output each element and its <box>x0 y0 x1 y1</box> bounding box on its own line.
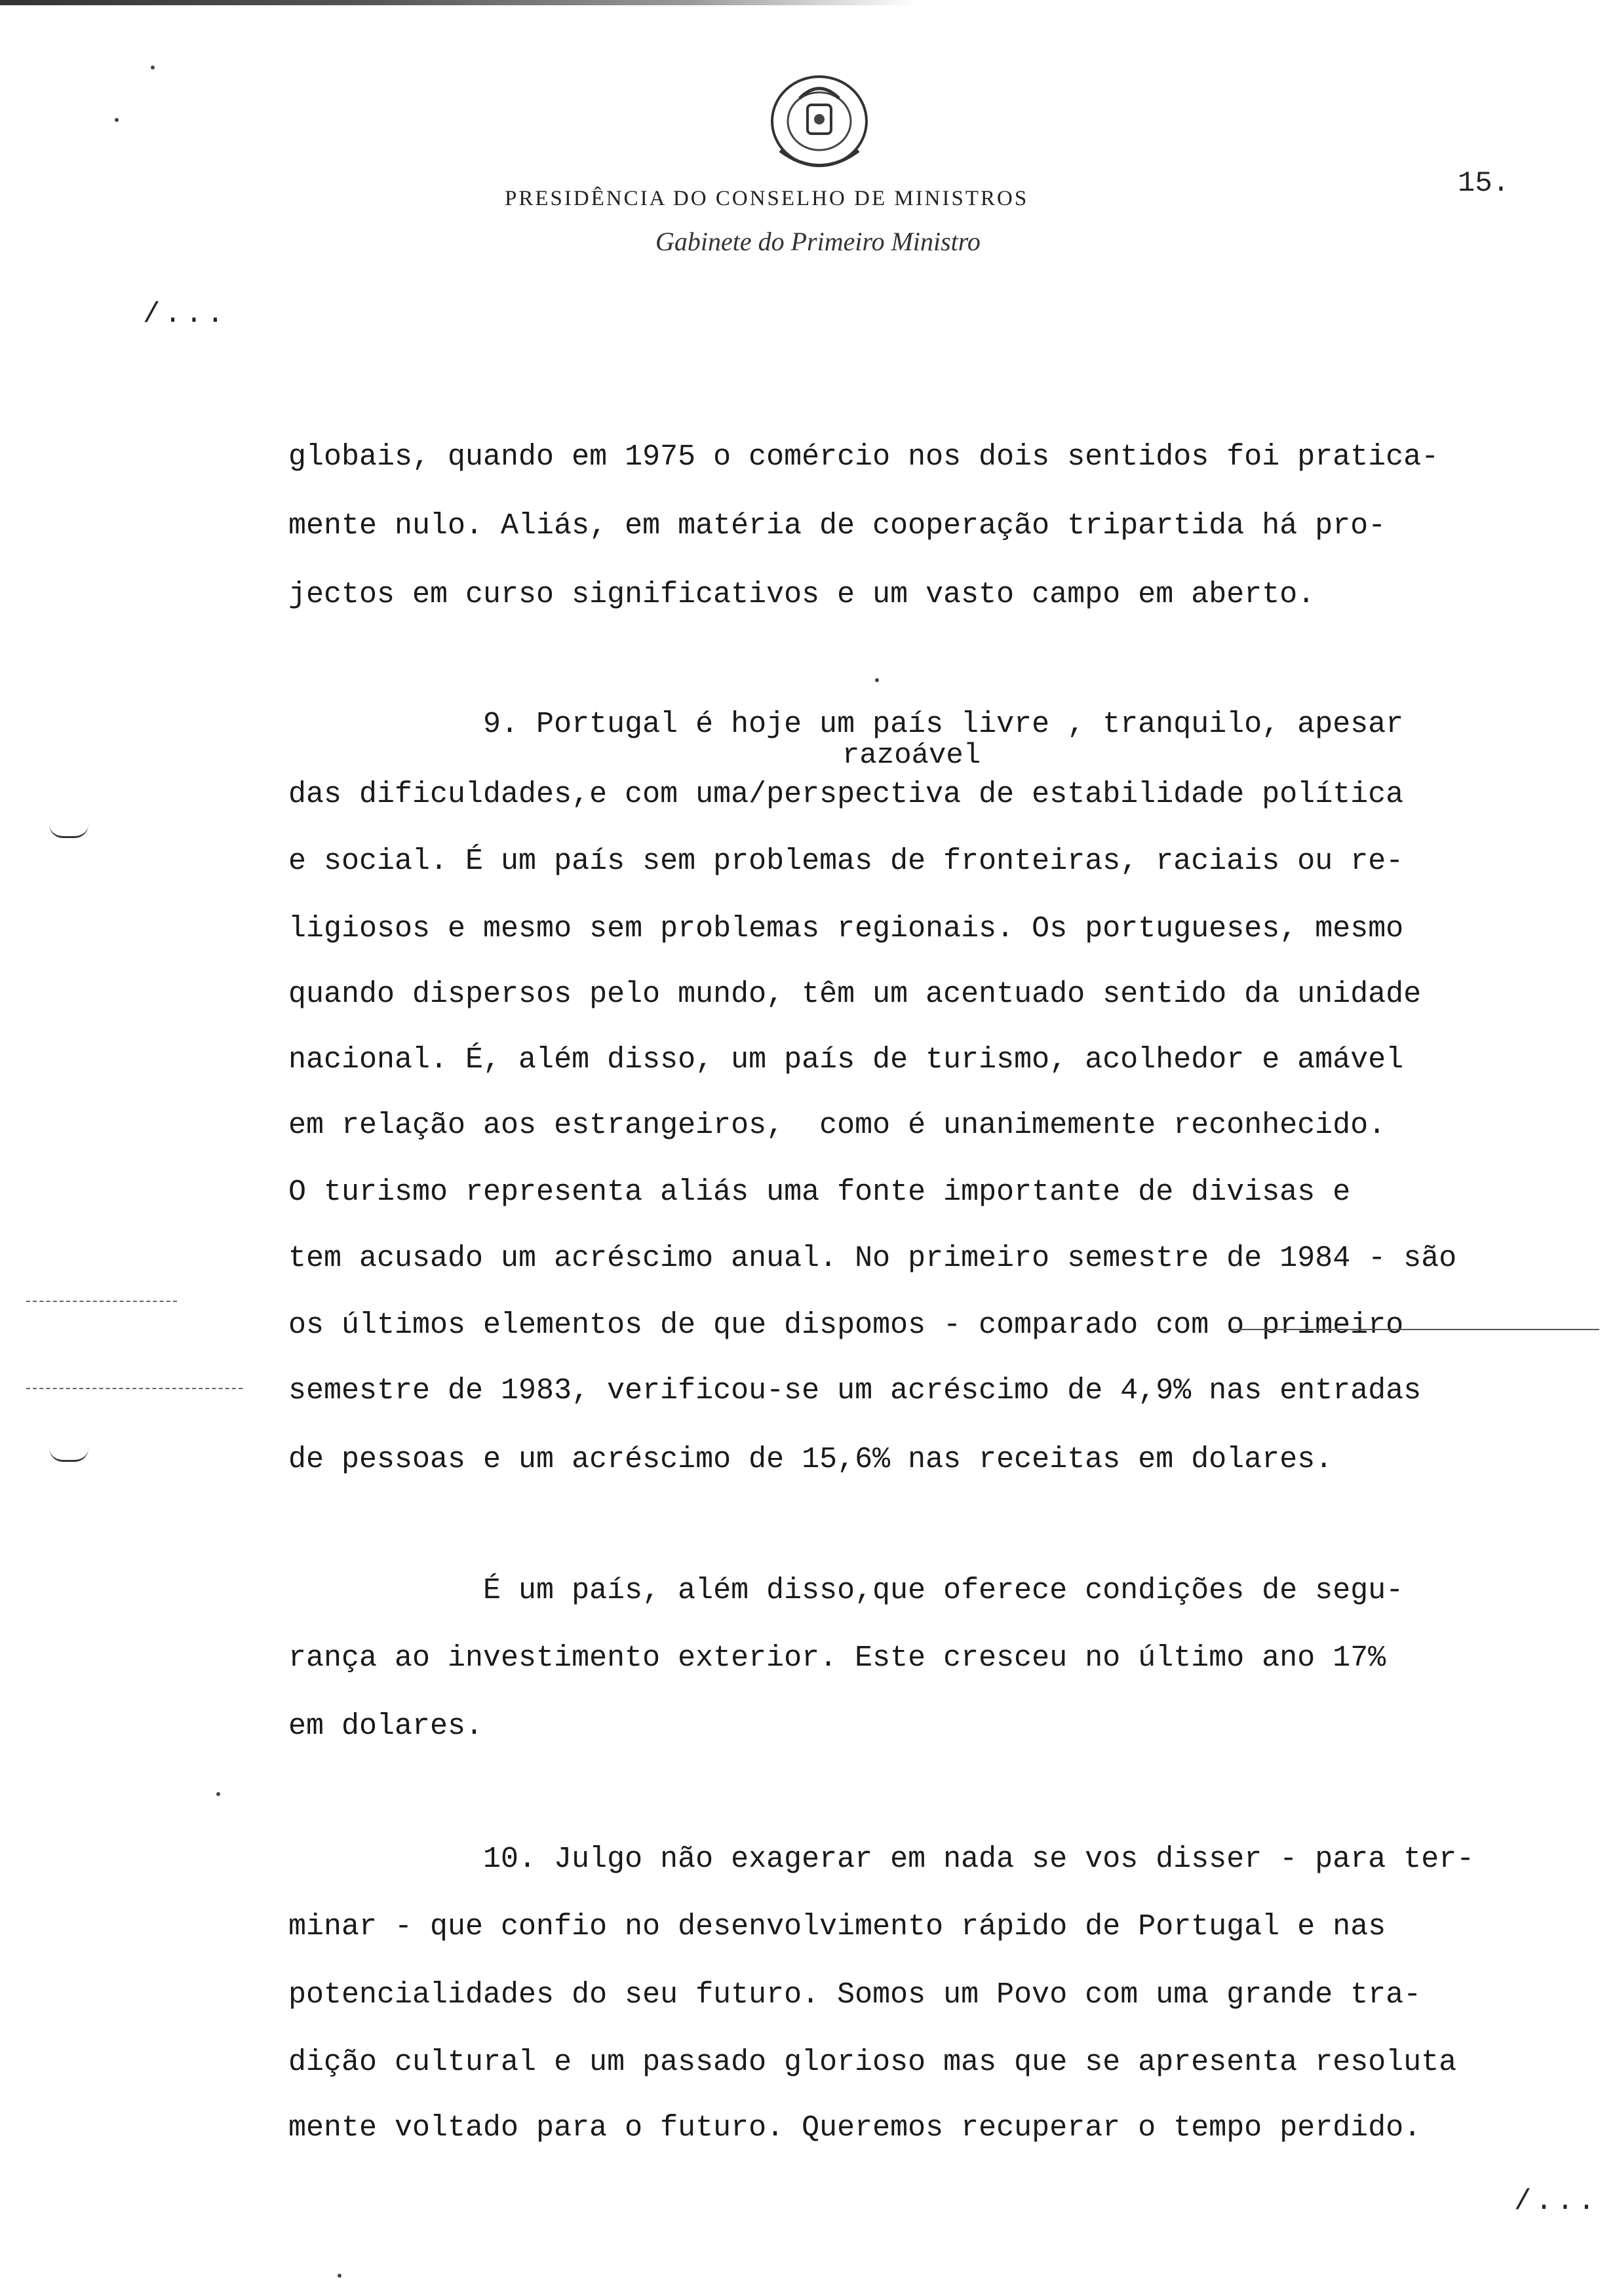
header-subtitle: Gabinete do Primeiro Ministro <box>655 227 981 256</box>
text-line: os últimos elementos de que dispomos - comparado com o primeiro <box>288 1309 1404 1342</box>
speck <box>151 66 155 69</box>
continuation-mark-bottom: /... <box>1514 2185 1599 2218</box>
text-line: quando dispersos pelo mundo, têm um acentuado sentido da unidade <box>288 978 1422 1011</box>
speck <box>875 678 879 682</box>
speck <box>216 1792 220 1796</box>
speck <box>338 2274 341 2278</box>
text-line: potencialidades do seu futuro. Somos um Povo com uma grande tra- <box>288 1978 1422 2012</box>
text-line: mente voltado para o futuro. Queremos recuperar o tempo perdido. <box>288 2111 1422 2145</box>
margin-dash-1 <box>26 1301 177 1302</box>
text-line: minar - que confio no desenvolvimento rápido de Portugal e nas <box>288 1910 1386 1943</box>
text-line: em relação aos estrangeiros, como é unanimemente reconhecido. <box>288 1109 1386 1142</box>
text-line: tem acusado um acréscimo anual. No primeiro semestre de 1984 - são <box>288 1242 1457 1275</box>
header-title: PRESIDÊNCIA DO CONSELHO DE MINISTROS <box>505 187 1029 210</box>
text-line: O turismo representa aliás uma fonte importante de divisas e <box>288 1176 1351 1209</box>
margin-mark-1 <box>49 824 88 838</box>
margin-dash-2 <box>26 1388 243 1389</box>
handwritten-insertion: razoável <box>842 739 981 772</box>
text-line: ligiosos e mesmo sem problemas regionais. Os portugueses, mesmo <box>288 912 1404 946</box>
text-line: das dificuldades,e com uma/perspectiva de estabilidade política <box>288 778 1404 811</box>
text-line: mente nulo. Aliás, em matéria de cooperação tripartida há pro- <box>288 509 1386 543</box>
text-line: e social. É um país sem problemas de fronteiras, raciais ou re- <box>288 845 1404 878</box>
text-line: dição cultural e um passado glorioso mas que se apresenta resoluta <box>288 2046 1457 2079</box>
continuation-mark-top: /... <box>143 298 228 331</box>
text-line: de pessoas e um acréscimo de 15,6% nas receitas em dolares. <box>288 1443 1333 1476</box>
margin-mark-2 <box>49 1448 88 1462</box>
text-line: globais, quando em 1975 o comércio nos dois sentidos foi pratica- <box>288 440 1439 474</box>
speck <box>115 118 119 122</box>
page-number: 15. <box>1458 167 1510 200</box>
strike-line <box>1232 1329 1599 1330</box>
text-line: jectos em curso significativos e um vasto campo em aberto. <box>288 578 1315 611</box>
text-line: É um país, além disso,que oferece condições de segu- <box>288 1574 1404 1607</box>
text-line: nacional. É, além disso, um país de turismo, acolhedor e amável <box>288 1043 1404 1077</box>
text-line: em dolares. <box>288 1710 484 1743</box>
text-line: rança ao investimento exterior. Este cresceu no último ano 17% <box>288 1641 1386 1675</box>
text-line: 9. Portugal é hoje um país livre , tranquilo, apesar <box>288 708 1404 741</box>
text-line: 10. Julgo não exagerar em nada se vos disser - para ter- <box>288 1843 1475 1876</box>
text-line: semestre de 1983, verificou-se um acréscimo de 4,9% nas entradas <box>288 1374 1422 1407</box>
